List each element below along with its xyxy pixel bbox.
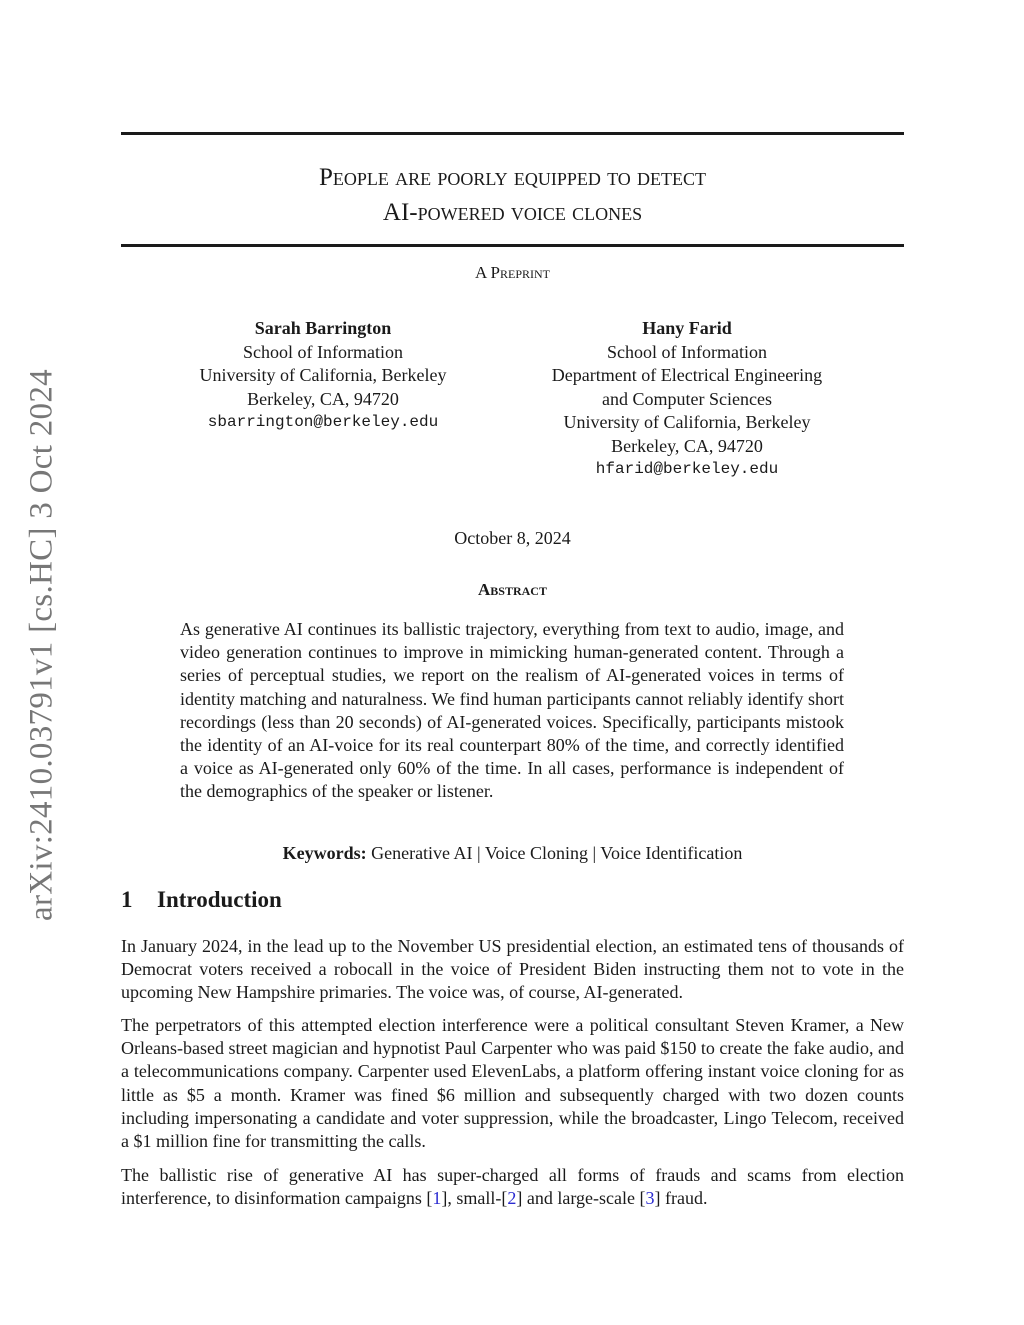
author-email: sbarrington@berkeley.edu: [207, 413, 439, 431]
title-rule-top: [121, 132, 904, 135]
author-affiliation-line: School of Information: [607, 341, 767, 362]
author-name: Hany Farid: [642, 318, 732, 338]
citation-link-1[interactable]: 1: [432, 1188, 442, 1209]
author-affiliation-line: Department of Electrical Engineering: [551, 365, 823, 385]
paragraph-text: ] fraud.: [654, 1188, 708, 1209]
author-email: hfarid@berkeley.edu: [595, 460, 779, 478]
section-title: Introduction: [157, 887, 282, 912]
keywords-label: Keywords:: [282, 843, 367, 863]
arxiv-identifier: arXiv:2410.03791v1 [cs.HC] 3 Oct 2024: [23, 369, 60, 921]
author-affiliation-line: and Computer Sciences: [602, 388, 772, 409]
author-affiliation-line: University of California, Berkeley: [199, 365, 447, 385]
paper-date: October 8, 2024: [454, 528, 571, 548]
section-heading-introduction: [121, 887, 282, 913]
body-paragraph-1: In January 2024, in the lead up to the November US presidential election, an estimated tens of thousands of Democrat voters received a robocall in the voice of President Biden instructing them not to vote in the upcoming New Hampshire primaries. The voice was, of course, AI-generated.: [121, 936, 904, 1003]
body-paragraph-3: [121, 1164, 904, 1210]
body-paragraph-2: The perpetrators of this attempted election interference were a political consultant Steven Kramer, a New Orleans-based street magician and hypnotist Paul Carpenter who was paid $150 to create the fake audio, and a telecommunications company. Carpenter used ElevenLabs, a platform offering instant voice cloning for as little as $5 a month. Kramer was fined $6 million and subsequently charged with two dozen counts including impersonating a candidate and voter suppression, while the broadcaster, Lingo Telecom, received a $1 million fine for transmitting the calls.: [121, 1015, 904, 1152]
author-affiliation-line: University of California, Berkeley: [563, 412, 811, 432]
paper-title: [121, 160, 904, 230]
preprint-label: A Preprint: [474, 263, 551, 282]
paragraph-text: ], small-[: [441, 1188, 508, 1209]
author-name: Sarah Barrington: [254, 318, 392, 338]
title-line-2: AI-powered voice clones: [382, 199, 643, 226]
keywords-text: Generative AI | Voice Cloning | Voice Identification: [371, 843, 743, 863]
citation-link-3[interactable]: 3: [645, 1188, 655, 1209]
paragraph-text: The ballistic rise of generative AI has super-charged all forms of frauds and scams from election interference, to disinformation campaigns [: [121, 1165, 904, 1209]
author-block-1: [160, 317, 486, 435]
abstract-heading: Abstract: [478, 580, 547, 599]
author-block-2: [520, 317, 854, 482]
citation-link-2[interactable]: 2: [507, 1188, 517, 1209]
author-affiliation-line: School of Information: [243, 341, 403, 362]
author-affiliation-line: Berkeley, CA, 94720: [247, 388, 399, 409]
title-line-1: People are poorly equipped to detect: [318, 164, 706, 191]
title-rule-bottom: [121, 244, 904, 247]
paragraph-text: ] and large-scale [: [516, 1188, 646, 1209]
abstract-text: As generative AI continues its ballistic trajectory, everything from text to audio, image, and video generation continues to improve in mimicking human-generated content. Through a series of perceptual studies, we report on the realism of AI-generated voices in terms of identity matching and naturalness. We find human participants cannot reliably identify short recordings (less than 20 seconds) of AI-generated voices. Specifically, participants mistook the identity of an AI-voice for its real counterpart 80% of the time, and correctly identified a voice as AI-generated only 60% of the time. In all cases, performance is independent of the demographics of the speaker or listener.: [180, 619, 844, 802]
author-affiliation-line: Berkeley, CA, 94720: [611, 435, 763, 456]
keywords-line: [121, 843, 904, 864]
section-number: 1: [121, 887, 133, 912]
